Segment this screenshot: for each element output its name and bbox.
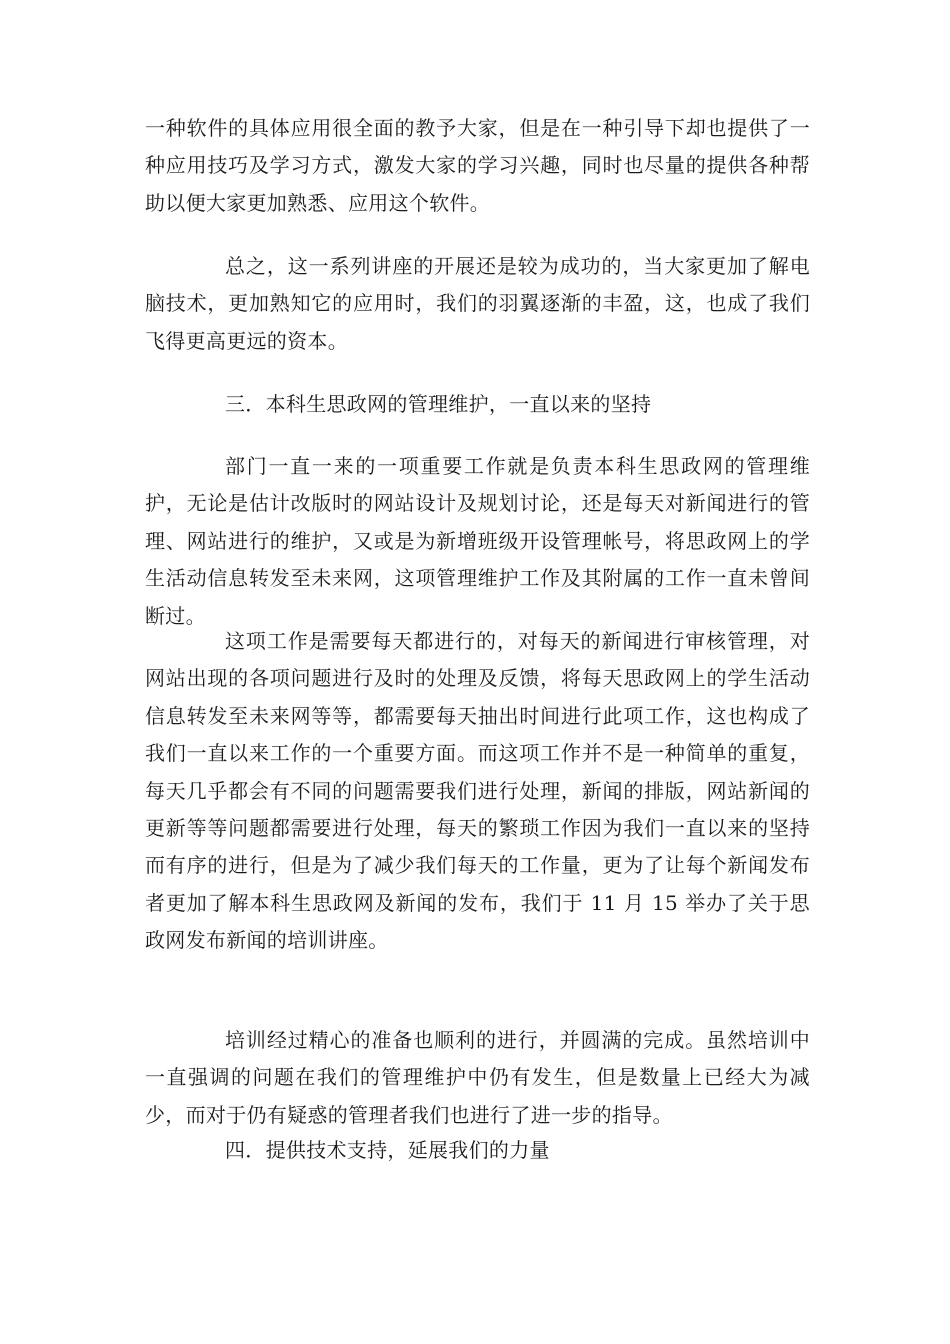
section-heading-four: 四．提供技术支持，延展我们的力量 <box>225 1138 550 1162</box>
paragraph-software-teaching: 一种软件的具体应用很全面的教予大家，但是在一种引导下却也提供了一种应用技巧及学习方式，激发大家的学习兴趣，同时也尽量的提供各种帮助以便大家更加熟悉、应用这个软件。 <box>145 116 810 215</box>
paragraph-training-result: 培训经过精心的准备也顺利的进行，并圆满的完成。虽然培训中一直强调的问题在我们的管理维护中仍有发生，但是数量上已经大为减少，而对于仍有疑惑的管理者我们也进行了进一步的指导。 <box>145 1028 810 1127</box>
paragraph-summary-lectures: 总之，这一系列讲座的开展还是较为成功的，当大家更加了解电脑技术，更加熟知它的应用时，我们的羽翼逐渐的丰盈，这，也成了我们飞得更高更远的资本。 <box>145 254 810 353</box>
paragraph-website-maintenance: 部门一直一来的一项重要工作就是负责本科生思政网的管理维护，无论是估计改版时的网站设计及规划讨论，还是每天对新闻进行的管理、网站进行的维护，又或是为新增班级开设管理帐号，将思政网上的学生活动信息转发至未来网，这项管理维护工作及其附属的工作一直未曾间断过。 <box>145 454 810 628</box>
paragraph-daily-work: 这项工作是需要每天都进行的，对每天的新闻进行审核管理，对网站出现的各项问题进行及时的处理及反馈，将每天思政网上的学生活动信息转发至未来网等等，都需要每天抽出时间进行此项工作，这也构成了我们一直以来工作的一个重要方面。而这项工作并不是一种简单的重复，每天几乎都会有不同的问题需要我们进行处理，新闻的排版，网站新闻的更新等等问题都需要进行处理，每天的繁琐工作因为我们一直以来的坚持而有序的进行，但是为了减少我们每天的工作量，更为了让每个新闻发布者更加了解本科生思政网及新闻的发布，我们于 11 月 15 举办了关于思政网发布新闻的培训讲座。 <box>145 629 810 953</box>
section-heading-three: 三．本科生思政网的管理维护，一直以来的坚持 <box>225 392 652 416</box>
